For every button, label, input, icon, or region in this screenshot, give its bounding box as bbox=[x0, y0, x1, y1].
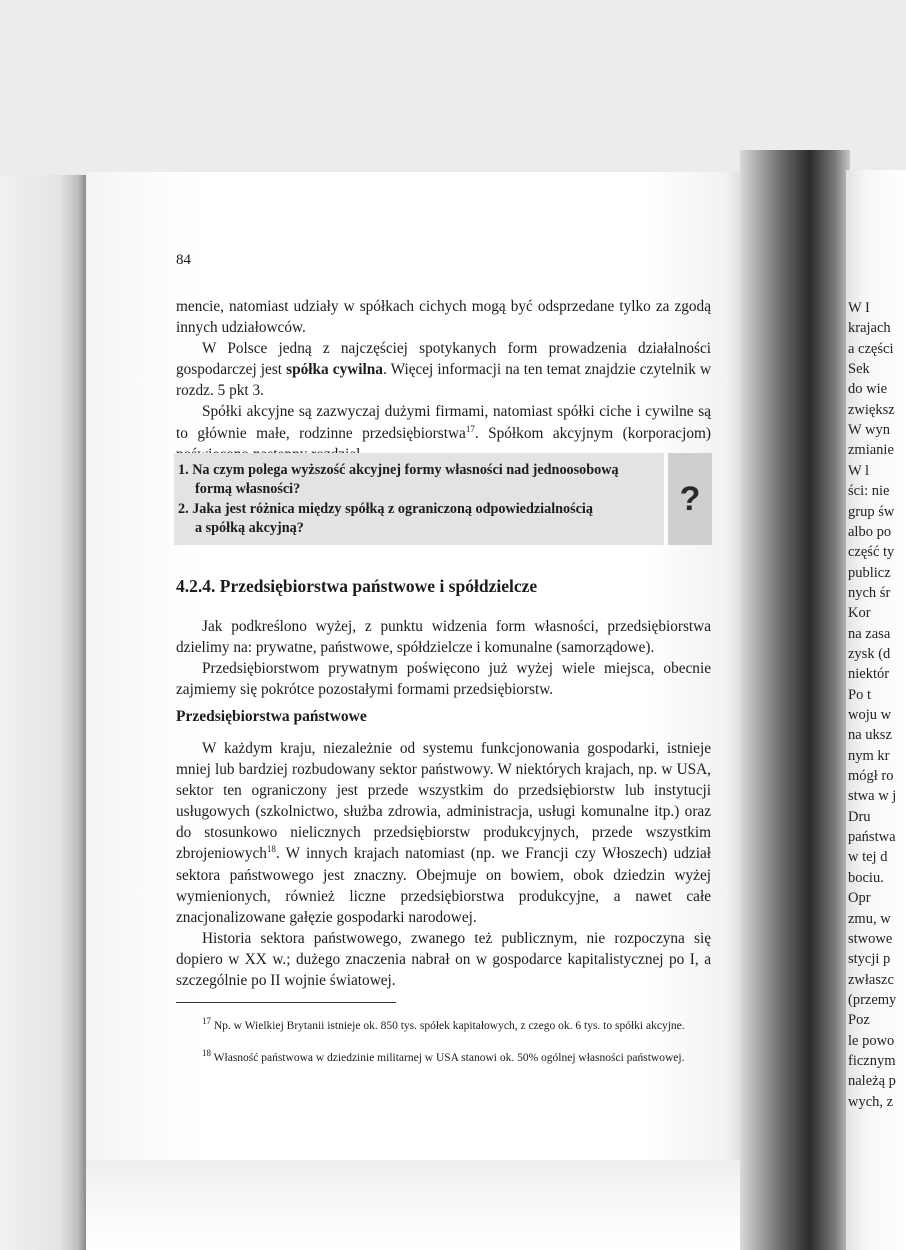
question-1-line-2: formą własności? bbox=[195, 481, 301, 497]
facing-page-line: ficznym bbox=[848, 1052, 896, 1069]
facing-page-line: nym kr bbox=[848, 747, 890, 764]
paragraph-6 bbox=[176, 738, 711, 928]
subsection-body bbox=[176, 738, 711, 991]
questions-panel bbox=[174, 453, 664, 545]
footnote-18-text: Własność państwowa w dziedzinie militarnej w USA stanowi ok. 50% ogólnej własności państwowej. bbox=[213, 1051, 685, 1064]
footnote-18-number: 18 bbox=[202, 1048, 211, 1058]
facing-page-line: W wyn bbox=[848, 422, 891, 439]
paragraph-1 bbox=[176, 296, 711, 465]
facing-page-line: państwa bbox=[848, 829, 896, 846]
facing-page-line: W I bbox=[848, 300, 870, 316]
facing-page-line: wych, z bbox=[848, 1093, 894, 1110]
paragraph-2-text-b: . Więcej informacji na ten temat znajdzie czytelnik w rozdz. 5 pkt 3. bbox=[176, 361, 711, 400]
facing-page-line: Kor bbox=[848, 605, 871, 622]
footnote-18 bbox=[176, 1046, 711, 1066]
section-heading: 4.2.4. Przedsiębiorstwa państwowe i spółdzielcze bbox=[176, 576, 538, 596]
facing-page-line: a części bbox=[848, 340, 894, 357]
facing-page-line: zwiększ bbox=[848, 401, 895, 418]
subheading: Przedsiębiorstwa państwowe bbox=[176, 708, 367, 725]
question-mark-icon: ? bbox=[668, 453, 712, 545]
footnote-17-text: Np. w Wielkiej Brytanii istnieje ok. 850 tys. spółek kapitałowych, z czego ok. 6 tys. to spółki akcyjne. bbox=[213, 1019, 685, 1032]
page-number: 84 bbox=[176, 252, 191, 268]
scan-background-left bbox=[0, 175, 86, 1250]
facing-page-line: (przemy bbox=[848, 991, 897, 1008]
footnote-separator bbox=[176, 1002, 396, 1003]
scan-background-top bbox=[0, 0, 906, 175]
facing-page-line: krajach bbox=[848, 320, 891, 337]
paragraph-4: Jak podkreślono wyżej, z punktu widzenia form własności, przedsiębiorstwa dzielimy na: prywatne, państwowe, spółdzielcze i komunalne (samorządowe). bbox=[176, 618, 711, 657]
facing-page-line: W l bbox=[848, 462, 870, 479]
paragraph-2-bold-term: spółka cywilna bbox=[286, 361, 383, 379]
question-2-line-2: a spółką akcyjną? bbox=[195, 520, 304, 536]
paragraph-1-text: mencie, natomiast udziały w spółkach cichych mogą być odsprzedane tylko za zgodą innych udziałowców. bbox=[176, 298, 711, 337]
facing-page-line: należą p bbox=[848, 1073, 896, 1090]
footnote-ref-17: 17 bbox=[465, 423, 475, 434]
facing-page-line: Sek bbox=[848, 361, 870, 378]
paragraph-7: Historia sektora państwowego, zwanego też publicznym, nie rozpoczyna się dopiero w XX w.; dużego znaczenia nabrał on w gospodarce kapitalistycznej po I, a szczególnie po II wojnie światowej. bbox=[176, 929, 711, 990]
facing-page-line: zmu, w bbox=[848, 910, 891, 927]
facing-page-line: zmianie bbox=[848, 442, 894, 459]
book-gutter bbox=[740, 150, 850, 1250]
facing-page-line: bociu. bbox=[848, 869, 884, 886]
facing-page-line: zysk (d bbox=[848, 645, 891, 662]
footnote-17 bbox=[176, 1014, 711, 1034]
review-questions-box bbox=[174, 453, 712, 545]
paragraph-3-text-a: Spółki akcyjne są zazwyczaj dużymi firmami, natomiast spółki ciche i cywilne są to głównie małe, rodzinne przedsiębiorstwa bbox=[176, 403, 711, 442]
facing-page-line: na uksz bbox=[848, 727, 892, 744]
facing-page-line: na zasa bbox=[848, 625, 891, 642]
facing-page-line: woju w bbox=[848, 707, 892, 723]
facing-page-line: Po t bbox=[848, 686, 871, 703]
facing-page-line: Poz bbox=[848, 1012, 870, 1029]
facing-page-line: publicz bbox=[848, 564, 891, 581]
facing-page-line: zwłaszc bbox=[848, 971, 894, 988]
footnote-17-number: 17 bbox=[202, 1016, 211, 1026]
facing-page-line: grup św bbox=[848, 503, 895, 520]
paragraph-2 bbox=[176, 338, 711, 401]
facing-page-line: nych śr bbox=[848, 584, 891, 601]
facing-page-line: w tej d bbox=[848, 849, 888, 866]
facing-page-line: ści: nie bbox=[848, 483, 890, 500]
facing-page-line: Opr bbox=[848, 890, 871, 907]
facing-page-line: stycji p bbox=[848, 951, 891, 968]
paragraph-6-text-b: . W innych krajach natomiast (np. we Francji czy Włoszech) udział sektora państwowego jest znaczny. Obejmuje on bowiem, obok dziedzin wyżej wymienionych, również liczne przedsiębiorstwa produkcyjne, a nawet całe znacjonalizowane gałęzie gospodarki narodowej. bbox=[176, 845, 711, 926]
facing-page-line: Dru bbox=[848, 808, 871, 825]
facing-page bbox=[846, 170, 906, 1250]
paragraph-6-text-a: W każdym kraju, niezależnie od systemu funkcjonowania gospodarki, istnieje mniej lub bardziej rozbudowany sektor państwowy. W niektórych krajach, np. w USA, sektor ten ograniczony jest przede wszystkim do przedsiębiorstw lub instytucji usługowych (szkolnictwo, służba zdrowia, administracja, usługi komunalne itp.) oraz do stosunkowo nielicznych przedsiębiorstw produkcyjnych, przede wszystkim zbrojeniowych bbox=[176, 740, 711, 863]
section-intro bbox=[176, 616, 711, 700]
paragraph-5: Przedsiębiorstwom prywatnym poświęcono już wyżej wiele miejsca, obecnie zajmiemy się pokrótce pozostałymi formami przedsiębiorstw. bbox=[176, 660, 711, 699]
facing-page-line: le powo bbox=[848, 1032, 895, 1049]
question-2-line-1: 2. Jaka jest różnica między spółką z ograniczoną odpowiedzialnością bbox=[178, 501, 593, 517]
paragraph-3-text-b: . Spółkom akcyjnym (korporacjom) bbox=[474, 424, 711, 442]
facing-page-line: albo po bbox=[848, 523, 892, 540]
facing-page-line: niektór bbox=[848, 666, 890, 683]
facing-page-line: stwa w j bbox=[848, 788, 897, 805]
facing-page-line: stwowe bbox=[848, 930, 893, 947]
facing-page-line: część ty bbox=[848, 544, 895, 561]
paragraph-2-text-a: W Polsce jedną z najczęściej spotykanych form prowadzenia działalności gospodarczej jest bbox=[176, 340, 711, 379]
facing-page-line: mógł ro bbox=[848, 768, 894, 785]
question-1-line-1: 1. Na czym polega wyższość akcyjnej formy własności nad jednoosobową bbox=[178, 462, 619, 478]
footnote-ref-18: 18 bbox=[266, 844, 276, 855]
facing-page-line: do wie bbox=[848, 381, 888, 398]
